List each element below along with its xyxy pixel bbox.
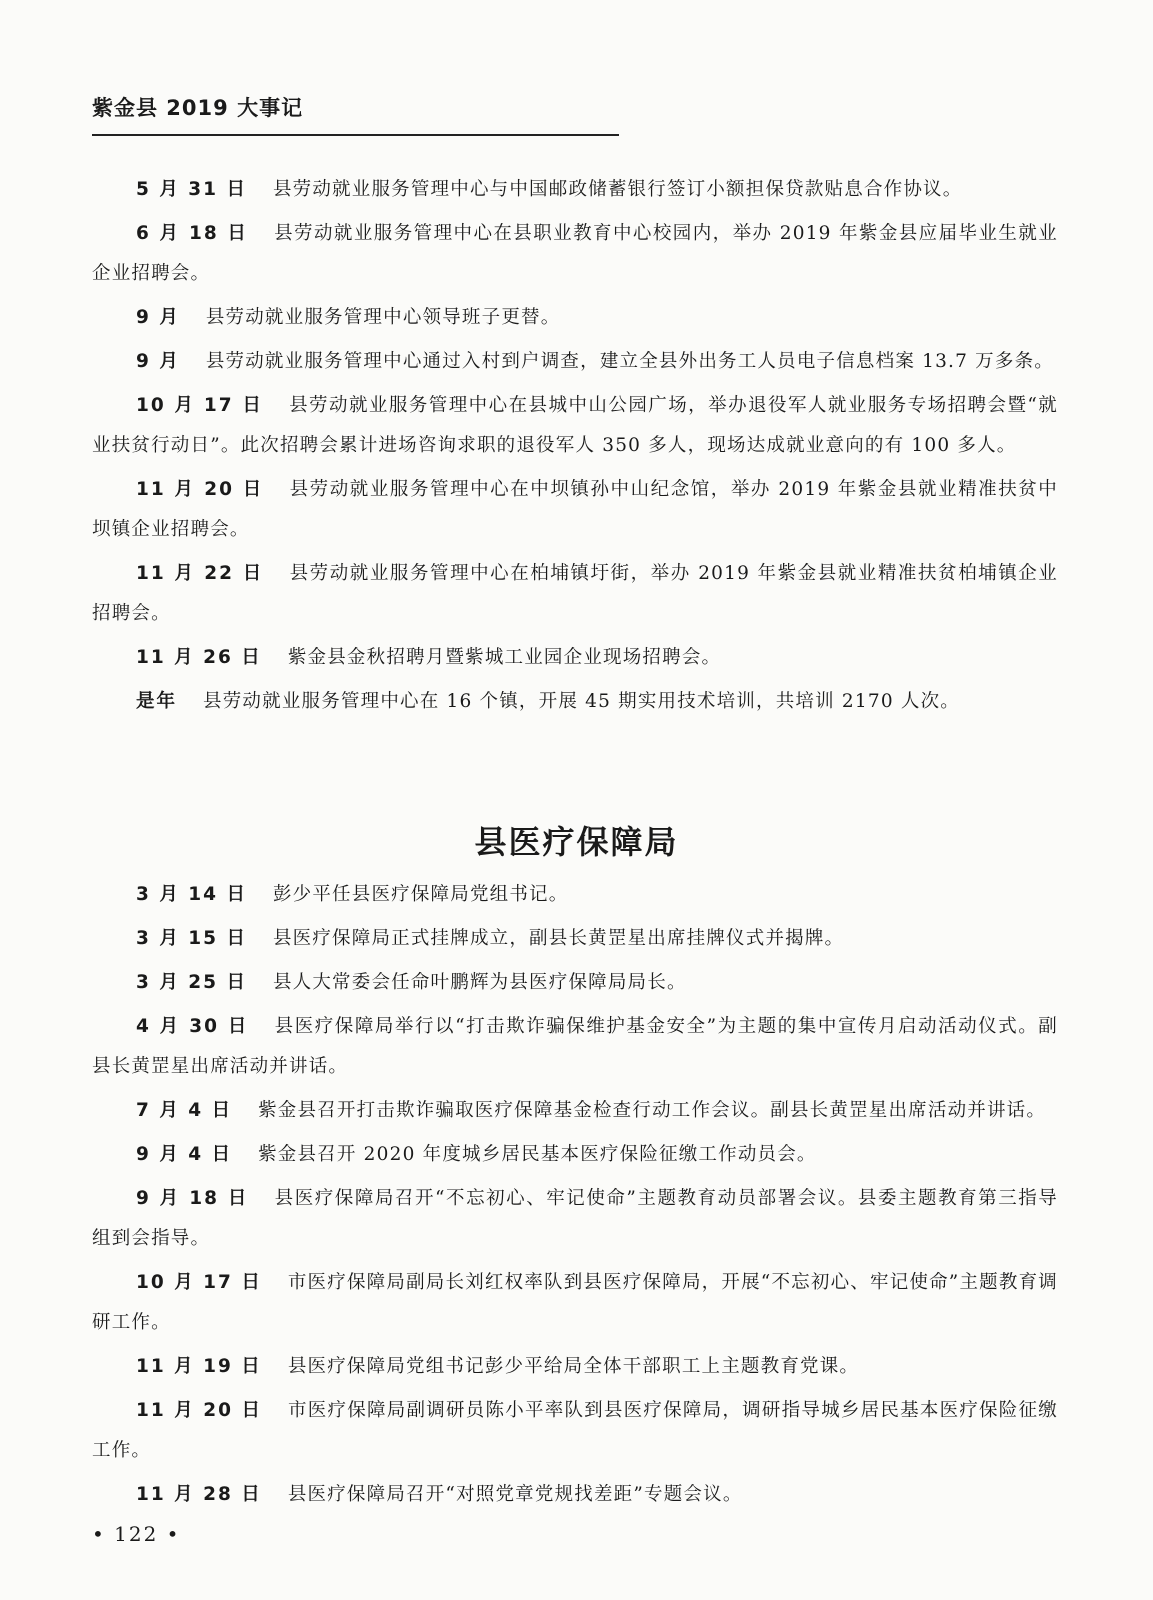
- entry-text: 县劳动就业服务管理中心领导班子更替。: [205, 307, 561, 328]
- entry-text: 县医疗保障局党组书记彭少平给局全体干部职工上主题教育党课。: [287, 1356, 860, 1377]
- chronicle-entry: [92, 1475, 1058, 1515]
- chronicle-entry: [92, 554, 1058, 634]
- entry-text: 县劳动就业服务管理中心通过入村到户调查，建立全县外出务工人员电子信息档案 13.7 万多条。: [205, 351, 1054, 372]
- entry-date: 9 月 18 日: [136, 1188, 249, 1209]
- entry-date: 11 月 28 日: [136, 1484, 262, 1505]
- entry-date: 10 月 17 日: [136, 395, 264, 416]
- entry-date: 9 月: [136, 351, 180, 372]
- entry-date: 3 月 25 日: [136, 972, 247, 993]
- chronicle-entry: [92, 214, 1058, 294]
- entry-text: 县劳动就业服务管理中心在柏埔镇圩街，举办 2019 年紫金县就业精准扶贫柏埔镇企业招聘会。: [92, 563, 1059, 624]
- entry-date: 9 月 4 日: [136, 1144, 233, 1165]
- entry-date: 4 月 30 日: [136, 1016, 249, 1037]
- entry-text: 市医疗保障局副局长刘红权率队到县医疗保障局，开展“不忘初心、牢记使命”主题教育调研工作。: [92, 1272, 1058, 1333]
- entry-text: 县人大常委会任命叶鹏辉为县医疗保障局局长。: [272, 972, 687, 993]
- entry-text: 县劳动就业服务管理中心在 16 个镇，开展 45 期实用技术培训，共培训 2170 人次。: [203, 691, 960, 712]
- entry-text: 县劳动就业服务管理中心在县职业教育中心校园内，举办 2019 年紫金县应届毕业生就业企业招聘会。: [92, 223, 1058, 284]
- entry-date: 9 月: [136, 307, 180, 328]
- entry-date: 3 月 14 日: [136, 884, 247, 905]
- chronicle-entry: [92, 1135, 1058, 1175]
- entry-date: 10 月 17 日: [136, 1272, 262, 1293]
- medical-bureau-entries: [92, 875, 1058, 1519]
- chronicle-entry: [92, 1263, 1058, 1343]
- header-rule: [92, 134, 619, 136]
- chronicle-entry: [92, 1091, 1058, 1131]
- chronicle-entry: [92, 638, 1058, 678]
- entry-date: 11 月 20 日: [136, 479, 264, 500]
- chronicle-entry: [92, 682, 1058, 722]
- entry-text: 县劳动就业服务管理中心在中坝镇孙中山纪念馆，举办 2019 年紫金县就业精准扶贫中坝镇企业招聘会。: [92, 479, 1059, 540]
- entry-date: 11 月 20 日: [136, 1400, 263, 1421]
- chronicle-entry: [92, 1179, 1058, 1259]
- entry-date: 6 月 18 日: [136, 223, 249, 244]
- chronicle-entry: [92, 470, 1058, 550]
- chronicle-entry: [92, 1007, 1058, 1087]
- entry-date: 是年: [136, 691, 178, 712]
- running-header: 紫金县 2019 大事记: [92, 96, 304, 120]
- entry-date: 11 月 26 日: [136, 647, 262, 668]
- entry-text: 县医疗保障局召开“对照党章党规找差距”专题会议。: [287, 1484, 743, 1505]
- entry-text: 市医疗保障局副调研员陈小平率队到县医疗保障局，调研指导城乡居民基本医疗保险征缴工作。: [92, 1400, 1058, 1461]
- chronicle-entry: [92, 342, 1058, 382]
- chronicle-entry: [92, 170, 1058, 210]
- entry-date: 5 月 31 日: [136, 179, 247, 200]
- chronicle-entry: [92, 875, 1058, 915]
- entry-date: 11 月 19 日: [136, 1356, 262, 1377]
- entry-text: 县劳动就业服务管理中心与中国邮政储蓄银行签订小额担保贷款贴息合作协议。: [272, 179, 963, 200]
- entry-text: 县医疗保障局召开“不忘初心、牢记使命”主题教育动员部署会议。县委主题教育第三指导组到会指导。: [92, 1188, 1058, 1249]
- entry-text: 县医疗保障局举行以“打击欺诈骗保维护基金安全”为主题的集中宣传月启动活动仪式。副县长黄罡星出席活动并讲话。: [92, 1016, 1058, 1077]
- entry-text: 紫金县召开打击欺诈骗取医疗保障基金检查行动工作会议。副县长黄罡星出席活动并讲话。: [258, 1100, 1047, 1121]
- entry-text: 彭少平任县医疗保障局党组书记。: [272, 884, 569, 905]
- entry-text: 紫金县金秋招聘月暨紫城工业园企业现场招聘会。: [287, 647, 722, 668]
- entry-date: 11 月 22 日: [136, 563, 264, 584]
- chronicle-entry: [92, 386, 1058, 466]
- entry-date: 3 月 15 日: [136, 928, 247, 949]
- entry-text: 县劳动就业服务管理中心在县城中山公园广场，举办退役军人就业服务专场招聘会暨“就业扶贫行动日”。此次招聘会累计进场咨询求职的退役军人 350 多人，现场达成就业意向的有 100 多人。: [92, 395, 1059, 456]
- page-number: • 122 •: [92, 1522, 181, 1546]
- labor-center-entries: [92, 170, 1058, 726]
- chronicle-entry: [92, 298, 1058, 338]
- chronicle-entry: [92, 919, 1058, 959]
- chronicle-entry: [92, 1391, 1058, 1471]
- entry-text: 县医疗保障局正式挂牌成立，副县长黄罡星出席挂牌仪式并揭牌。: [272, 928, 845, 949]
- chronicle-entry: [92, 963, 1058, 1003]
- entry-text: 紫金县召开 2020 年度城乡居民基本医疗保险征缴工作动员会。: [258, 1144, 817, 1165]
- chronicle-entry: [92, 1347, 1058, 1387]
- entry-date: 7 月 4 日: [136, 1100, 233, 1121]
- section-title: 县医疗保障局: [474, 822, 679, 861]
